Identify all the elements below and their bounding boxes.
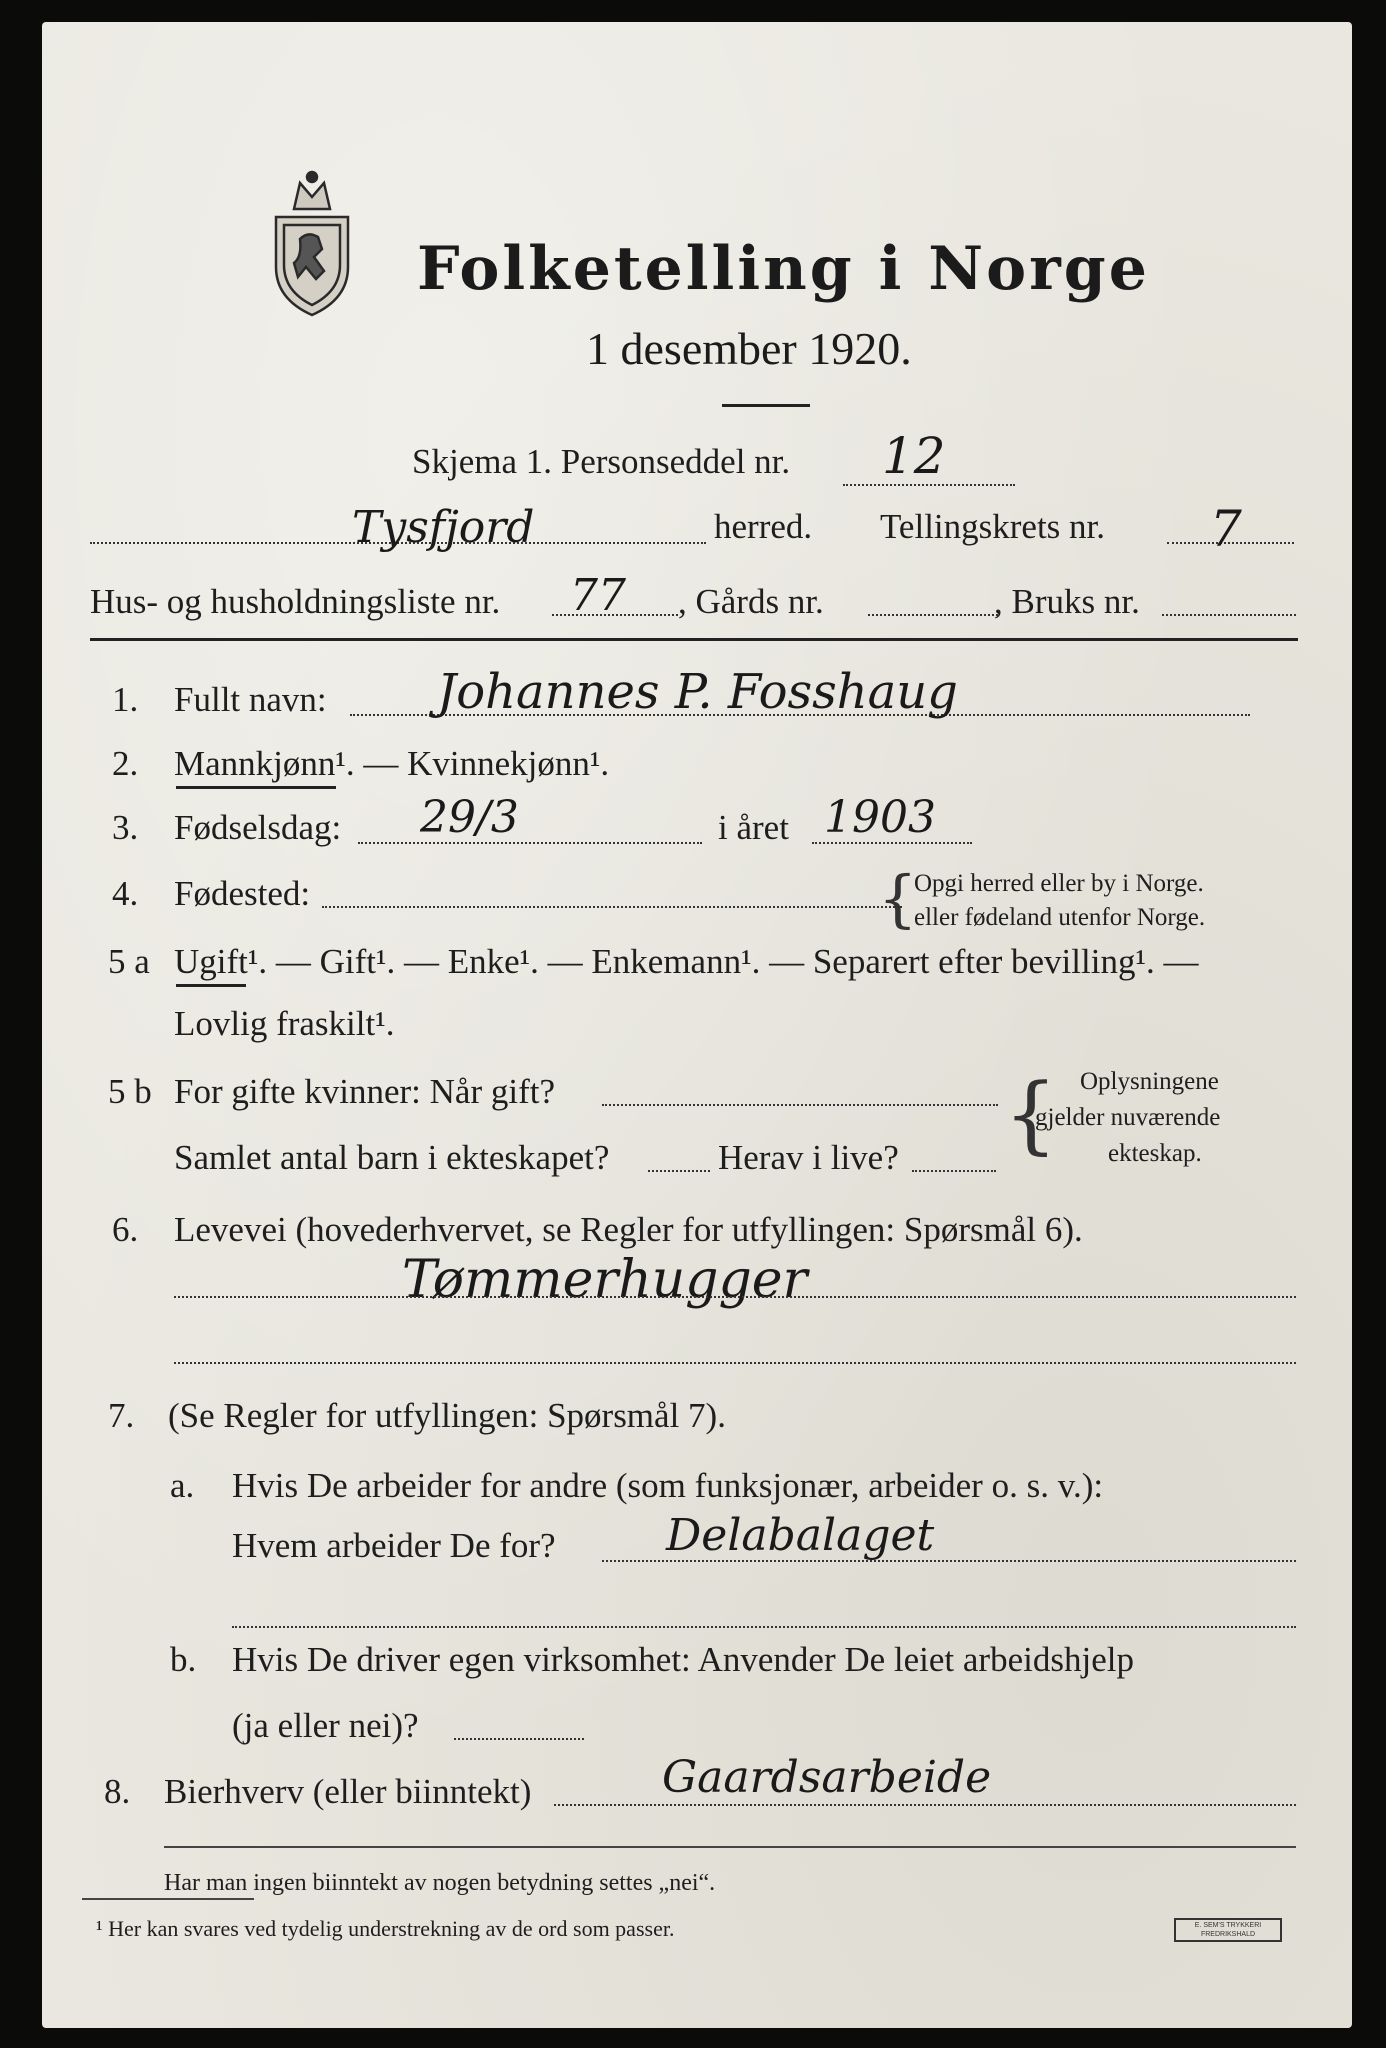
bruks-label: , Bruks nr. <box>994 582 1140 621</box>
q8-label: Bierhverv (eller biinntekt) <box>164 1772 532 1811</box>
q5b-note-line2: gjelder nuværende <box>1035 1104 1221 1131</box>
q8-value: Gaardsarbeide <box>662 1752 992 1803</box>
q5b-brace: { <box>1004 1065 1058 1163</box>
q7b-line1: Hvis De driver egen virksomhet: Anvender De leiet arbeidshjelp <box>232 1640 1134 1679</box>
q7-label: (Se Regler for utfyllingen: Spørsmål 7). <box>168 1396 726 1435</box>
footer-note: Har man ingen biinntekt av nogen betydning settes „nei“. <box>164 1870 716 1896</box>
form-title: Folketelling i Norge <box>417 234 1150 304</box>
q4-note-line2: eller fødeland utenfor Norge. <box>914 904 1206 931</box>
census-date: 1 desember 1920. <box>586 323 912 374</box>
q5b-number: 5 b <box>108 1072 152 1111</box>
footer-rule <box>164 1846 1296 1848</box>
q1-number: 1. <box>112 680 139 719</box>
q3-label: Fødselsdag: <box>174 808 342 847</box>
q7b-letter: b. <box>170 1640 197 1679</box>
footnote-rule <box>82 1898 254 1900</box>
schema-nr-value: 12 <box>882 427 946 485</box>
gards-line <box>868 614 998 616</box>
tellingskrets-value: 7 <box>1210 500 1242 558</box>
herred-label: herred. <box>714 507 813 546</box>
household-label: Hus- og husholdningsliste nr. <box>90 582 501 621</box>
q4-brace: { <box>878 862 918 935</box>
q7a-line1: Hvis De arbeider for andre (som funksjonær, arbeider o. s. v.): <box>232 1466 1104 1505</box>
q6-line1 <box>174 1296 1296 1298</box>
q5b-children-label: Samlet antal barn i ekteskapet? <box>174 1138 610 1177</box>
q5b-note-line3: ekteskap. <box>1108 1140 1202 1167</box>
q6-line2 <box>174 1362 1296 1364</box>
bruks-line <box>1162 614 1296 616</box>
q3-year-value: 1903 <box>824 792 936 843</box>
stamp-line2: FREDRIKSHALD <box>1200 1931 1256 1938</box>
household-value: 77 <box>570 570 626 621</box>
q1-label: Fullt navn: <box>174 680 327 719</box>
q1-value: Johannes P. Fosshaug <box>437 664 958 720</box>
q7a-line2: Hvem arbeider De for? <box>232 1526 556 1565</box>
title-divider <box>722 404 810 407</box>
q5a-underline-ugift <box>176 984 246 987</box>
q3-number: 3. <box>112 808 139 847</box>
census-form <box>42 22 1352 2028</box>
q4-note-line1: Opgi herred eller by i Norge. <box>914 870 1204 897</box>
q3-year-label: i året <box>718 808 789 847</box>
q7a-line-extra <box>232 1626 1296 1628</box>
q5a-line2: Lovlig fraskilt¹. <box>174 1004 395 1043</box>
q3-day-line <box>358 842 702 844</box>
q7b-line2: (ja eller nei)? <box>232 1706 419 1745</box>
q8-line <box>554 1804 1296 1806</box>
header-rule <box>90 638 1298 641</box>
stamp-line1: E. SEM'S TRYKKERI <box>1194 1922 1262 1929</box>
q5b-children-line <box>648 1170 710 1172</box>
q6-label: Levevei (hovederhvervet, se Regler for utfyllingen: Spørsmål 6). <box>174 1210 1083 1249</box>
q5a-line1: Ugift¹. — Gift¹. — Enke¹. — Enkemann¹. — Separert efter bevilling¹. — <box>174 942 1199 981</box>
q6-number: 6. <box>112 1210 139 1249</box>
coat-of-arms-icon <box>264 167 360 319</box>
q2-number: 2. <box>112 744 139 783</box>
q2-label: Mannkjønn¹. — Kvinnekjønn¹. <box>174 744 610 783</box>
schema-label: Skjema 1. Personseddel nr. <box>412 442 791 481</box>
q5b-alive-label: Herav i live? <box>718 1138 899 1177</box>
q7a-letter: a. <box>170 1466 195 1505</box>
gards-label: , Gårds nr. <box>678 582 824 621</box>
q6-value: Tømmerhugger <box>402 1250 808 1310</box>
q5b-married-line <box>602 1104 998 1106</box>
q5b-note-line1: Oplysningene <box>1080 1068 1219 1095</box>
q5a-number: 5 a <box>108 942 150 981</box>
tellingskrets-label: Tellingskrets nr. <box>880 507 1106 546</box>
q4-line <box>322 906 902 908</box>
q3-value: 29/3 <box>420 792 519 843</box>
q5b-alive-line <box>912 1170 996 1172</box>
q8-number: 8. <box>104 1772 131 1811</box>
printer-stamp <box>1174 1918 1282 1942</box>
q4-label: Fødested: <box>174 874 311 913</box>
q7b-line <box>454 1738 584 1740</box>
q5b-line1: For gifte kvinner: Når gift? <box>174 1072 556 1111</box>
herred-value: Tysfjord <box>352 502 535 553</box>
q2-underline-mannkjonn <box>176 786 336 789</box>
q4-number: 4. <box>112 874 139 913</box>
q7-number: 7. <box>108 1396 135 1435</box>
footnote: ¹ Her kan svares ved tydelig understrekning av de ord som passer. <box>96 1916 675 1941</box>
q7a-value: Delabalaget <box>666 1510 935 1561</box>
